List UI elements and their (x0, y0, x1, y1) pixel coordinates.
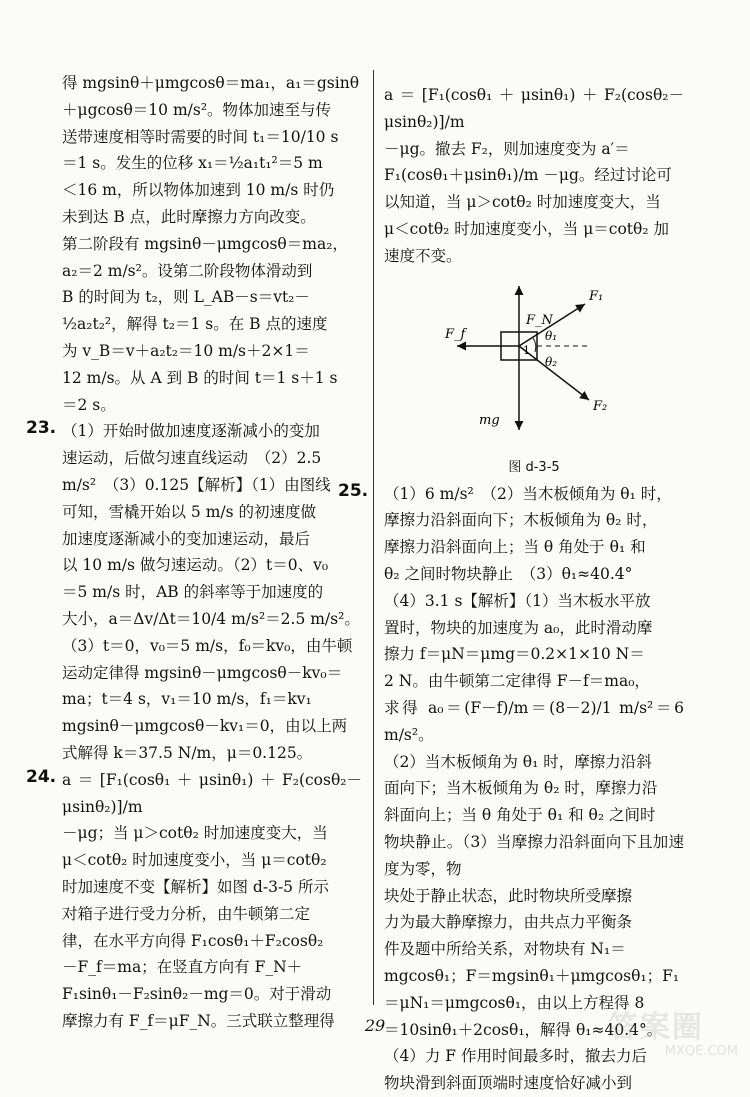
left-column (26, 70, 362, 1035)
text-line: ＝2 s。 (62, 395, 116, 414)
label-ff: F_f (445, 326, 466, 342)
text-line: （1）6 m/s² （2）当木板倾角为 θ₁ 时， (384, 484, 672, 503)
question-24 (26, 766, 362, 1035)
text-line: 力为最大静摩擦力，由共点力平衡条 (384, 913, 633, 932)
text-line: （1）开始时做加速度逐渐减小的变加 (62, 422, 320, 441)
text-line: 运动定律得 mgsinθ－μmgcosθ－kv₀＝ (62, 663, 343, 682)
question-number: 25. (338, 480, 369, 501)
label-fn: F_N (526, 312, 553, 328)
text-line: 大小，a＝Δv/Δt＝10/4 m/s²＝2.5 m/s²。 (62, 609, 360, 628)
angle-arc (533, 338, 536, 352)
text-line: 送带速度相等时需要的时间 t₁＝10/10 s (62, 127, 339, 146)
question-23 (26, 418, 362, 766)
formula-line: a＝[F₁(cosθ₁＋μsinθ₁)＋F₂(cosθ₂－μsinθ₂)]/m (62, 770, 362, 816)
label-f2: F₂ (593, 398, 608, 414)
text-line: 置时，物块的加速度为 a₀，此时滑动摩 (384, 618, 653, 637)
text-line: 第二阶段有 mgsinθ－μmgcosθ＝ma₂， (62, 234, 348, 253)
text-line: B 的时间为 t₂，则 L_AB－s＝vt₂－ (62, 288, 310, 307)
text-line: θ₂ 之间时物块静止 （3）θ₁≈40.4° (384, 564, 633, 583)
text-line: （3）t＝0，v₀＝5 m/s，f₀＝kv₀，由牛顿 (62, 636, 353, 655)
text-line: 摩擦力沿斜面向下；木板倾角为 θ₂ 时， (384, 511, 658, 530)
text-line: 件及题中所给关系，对物块有 N₁＝ (384, 940, 626, 959)
text-line: 以知道，当 μ＞cotθ₂ 时加速度变大，当 (384, 193, 661, 212)
text-line: ＝5 m/s 时，AB 的斜率等于加速度的 (62, 583, 324, 602)
text-line: －μg；当 μ＞cotθ₂ 时加速度变大，当 (62, 824, 328, 843)
column-divider (373, 70, 374, 1005)
text-line: 律，在水平方向得 F₁cosθ₁＋F₂cosθ₂ (62, 931, 324, 950)
watermark-url: MXQE.COM (664, 1044, 738, 1059)
text-line: μ＜cotθ₂ 时加速度变小，当 μ＝cotθ₂ (62, 851, 327, 870)
text-line: ＝10sinθ₁＋2cosθ₁，解得 θ₁≈40.4°。 (384, 1020, 663, 1039)
text-line: 物块滑到斜面顶端时速度恰好减小到 (384, 1074, 633, 1093)
text-line: 斜面向上；当 θ 角处于 θ₁ 和 θ₂ 之间时 (384, 806, 656, 825)
figure-caption: 图 d-3-5 (508, 459, 560, 475)
formula-line: a＝[F₁(cosθ₁＋μsinθ₁)＋F₂(cosθ₂－μsinθ₂)]/m (384, 86, 684, 131)
label-one: 1 (523, 343, 530, 357)
text-line: 式解得 k＝37.5 N/m，μ＝0.125。 (62, 743, 313, 762)
text-line: 未到达 B 点，此时摩擦力方向改变。 (62, 207, 316, 226)
text-line: 摩擦力沿斜面向上；当 θ 角处于 θ₁ 和 (384, 538, 646, 557)
force-diagram-svg (439, 280, 629, 450)
text-line: a₂＝2 m/s²。设第二阶段物体滑动到 (62, 261, 313, 280)
text-line: 可知，雪橇开始以 5 m/s 的初速度做 (62, 502, 317, 521)
text-line: 以 10 m/s 做匀速运动。（2）t＝0、v₀ (62, 556, 329, 575)
force-diagram (384, 280, 684, 475)
text-line: 得 mgsinθ＋μmgcosθ＝ma₁，a₁＝gsinθ (62, 74, 360, 92)
text-line: mgsinθ－μmgcosθ－kv₁＝0，由以上两 (62, 717, 348, 736)
text-line: μ＜cotθ₂ 时加速度变小，当 μ＝cotθ₂ 加 (384, 219, 670, 238)
text-line: 为 v_B＝v＋a₂t₂＝10 m/s＋2×1＝ (62, 341, 310, 360)
text-line: （4）3.1 s【解析】（1）当木板水平放 (384, 591, 651, 610)
text-line: ＜16 m，所以物体加速到 10 m/s 时仍 (62, 181, 335, 200)
text-line: 求得 a₀＝(F－f)/m＝(8－2)/1 m/s²＝6 m/s²。 (384, 698, 684, 744)
text-line: －F_f＝ma；在竖直方向有 F_N＋ (62, 958, 303, 977)
watermark-logo (608, 1012, 738, 1058)
question-number: 23. (26, 418, 57, 439)
text-line: 擦力 f＝μN＝μmg＝0.2×1×10 N＝ (384, 645, 645, 664)
text-line: F₁(cosθ₁＋μsinθ₁)/m －μg。经过讨论可 (384, 166, 672, 185)
text-line: F₁sinθ₁－F₂sinθ₂－mg＝0。对于滑动 (62, 985, 332, 1004)
watermark-text: 答案圈 (608, 1010, 704, 1045)
prev-question-continuation (62, 70, 362, 418)
text-line: ma；t＝4 s，v₁＝10 m/s，f₁＝kv₁ (62, 690, 312, 709)
text-line: 面向下；当木板倾角为 θ₂ 时，摩擦力沿 (384, 779, 658, 798)
text-line: 时加速度不变【解析】如图 d-3-5 所示 (62, 877, 329, 896)
text-line: 12 m/s。从 A 到 B 的时间 t＝1 s＋1 s (62, 368, 338, 387)
text-line: ＝μN₁＝μmgcosθ₁，由以上方程得 8 (384, 993, 645, 1012)
text-line: ＝1 s。发生的位移 x₁＝½a₁t₁²＝5 m (62, 154, 323, 173)
text-line: （2）当木板倾角为 θ₁ 时，摩擦力沿斜 (384, 752, 652, 771)
text-line: （4）力 F 作用时间最多时，撤去力后 (384, 1047, 647, 1066)
text-line: m/s² （3）0.125【解析】（1）由图线 (62, 475, 331, 494)
text-line: mgcosθ₁；F＝mgsinθ₁＋μmgcosθ₁；F₁ (384, 966, 680, 985)
text-line: 摩擦力有 F_f＝μF_N。三式联立整理得 (62, 1011, 335, 1030)
question-24-continuation (384, 82, 684, 270)
text-line: 物块静止。（3）当摩擦力沿斜面向下且加速度为零，物 (384, 832, 684, 878)
text-line: 速运动，后做匀速直线运动 （2）2.5 (62, 449, 322, 468)
text-line: 速度不变。 (384, 246, 462, 265)
page-number: 29 (364, 1016, 386, 1035)
text-line: ½a₂t₂²，解得 t₂＝1 s。在 B 点的速度 (62, 315, 328, 334)
label-theta2: θ₂ (545, 354, 558, 369)
label-mg: mg (479, 412, 500, 428)
question-number: 24. (26, 766, 57, 787)
text-line: ＋μgcosθ＝10 m/s²。物体加速至与传 (62, 100, 332, 119)
label-f1: F₁ (589, 288, 604, 304)
text-line: 块处于静止状态，此时物块所受摩擦 (384, 886, 633, 905)
text-line: －μg。撤去 F₂，则加速度变为 a′＝ (384, 139, 630, 158)
label-theta1: θ₁ (545, 328, 558, 343)
text-line: 对箱子进行受力分析，由牛顿第二定 (62, 904, 311, 923)
text-line: 2 N。由牛顿第二定律得 F－f＝ma₀， (384, 672, 650, 691)
text-line: 加速度逐渐减小的变加速运动，最后 (62, 529, 311, 548)
